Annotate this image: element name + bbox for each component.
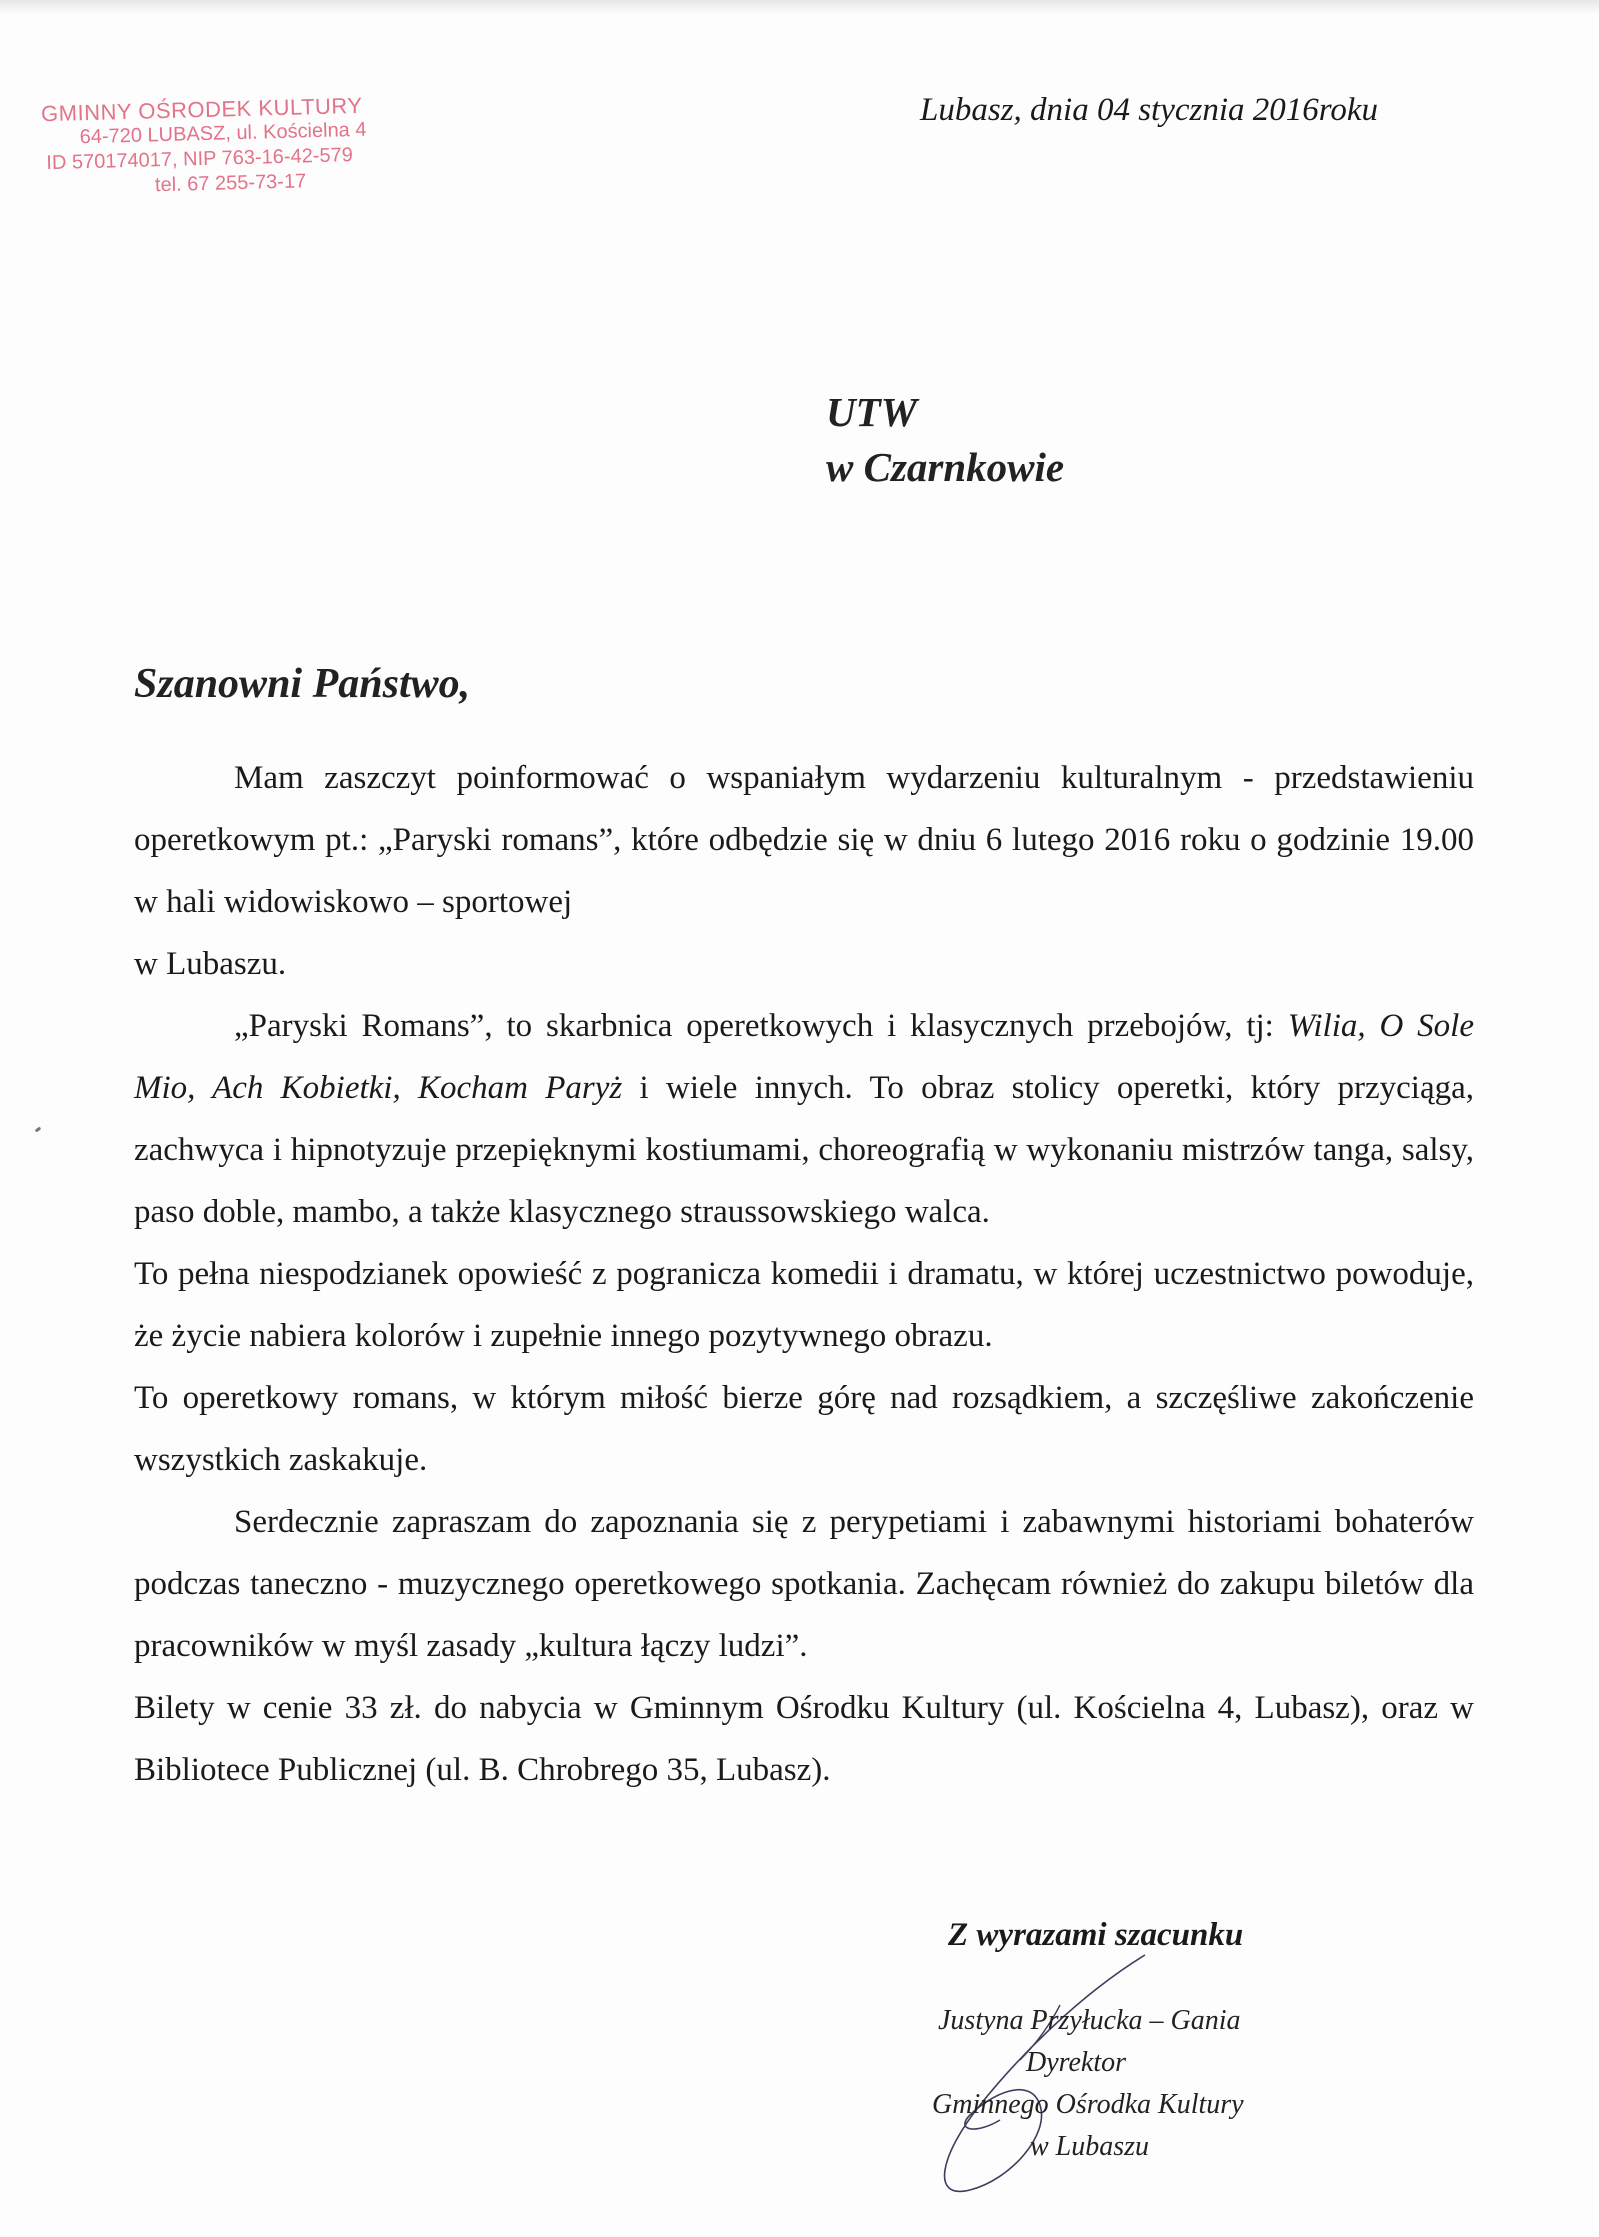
recipient-line-1: UTW <box>826 389 918 435</box>
stamp-line-address: 64-720 LUBASZ, ul. Kościelna 4 <box>79 118 367 149</box>
recipient-line-2: w Czarnkowie <box>826 444 1065 490</box>
closing-phrase: Z wyrazami szacunku <box>948 1917 1244 1953</box>
signatory-organization: Gminnego Ośrodka Kultury <box>932 2089 1244 2120</box>
signatory-name: Justyna Przyłucka – Gania <box>938 2005 1241 2036</box>
paragraph-romance: To operetkowy romans, w którym miłość bierze górę nad rozsądkiem, a szczęśliwe zakończenie wszystkich zaskakuje. <box>134 1380 1474 1478</box>
paragraph-story: To pełna niespodzianek opowieść z pogranicza komedii i dramatu, w której uczestnictwo powoduje, że życie nabiera kolorów i zupełnie innego pozytywnego obrazu. <box>134 1256 1474 1354</box>
paragraph-announcement-end: w Lubaszu. <box>134 946 287 982</box>
paragraph-tickets: Bilety w cenie 33 zł. do nabycia w Gminnym Ośrodku Kultury (ul. Kościelna 4, Lubasz), oraz w Bibliotece Publicznej (ul. B. Chrobrego 35, Lubasz). <box>134 1690 1474 1788</box>
paragraph-description <box>134 995 1474 1243</box>
paragraph-announcement: Mam zaszczyt poinformować o wspaniałym wydarzeniu kulturalnym - przedstawieniu operetkowym pt.: „Paryski romans”, które odbędzie się w dniu 6 lutego 2016 roku o godzinie 19.00 w hali widowiskowo – sportowej <box>134 760 1474 920</box>
stamp-line-phone: tel. 67 255-73-17 <box>154 170 307 197</box>
letter-body <box>134 747 1474 1801</box>
signatory-title: Dyrektor <box>1026 2047 1127 2078</box>
salutation: Szanowni Państwo, <box>134 661 471 707</box>
institution-stamp <box>41 91 443 201</box>
description-intro: „Paryski Romans”, to skarbnica operetkowych i klasycznych przebojów, tj: <box>234 1008 1288 1044</box>
song-titles: Wilia, O Sole Mio, Ach Kobietki, Kocham Paryż <box>134 1008 1474 1106</box>
description-rest: i wiele innych. To obraz stolicy operetki, który przyciąga, zachwyca i hipnotyzuje przepięknymi kostiumami, choreografią w wykonaniu mistrzów tanga, salsy, paso doble, mambo, a także klasycznego straussowskiego walca. <box>134 1070 1474 1230</box>
scan-speck <box>35 1127 42 1133</box>
scan-edge <box>0 0 1599 14</box>
signature-block <box>932 2000 1244 2168</box>
stamp-line-ids: ID 570174017, NIP 763-16-42-579 <box>46 144 354 175</box>
stamp-line-name: GMINNY OŚRODEK KULTURY <box>40 92 363 127</box>
recipient-block <box>826 385 1064 495</box>
paragraph-invitation: Serdecznie zapraszam do zapoznania się z perypetiami i zabawnymi historiami bohaterów podczas taneczno - muzycznego operetkowego spotkania. Zachęcam również do zakupu biletów dla pracowników w myśl zasady „kultura łączy ludzi”. <box>134 1504 1474 1664</box>
signatory-place: w Lubaszu <box>1030 2131 1150 2162</box>
date-line: Lubasz, dnia 04 stycznia 2016roku <box>920 92 1379 128</box>
